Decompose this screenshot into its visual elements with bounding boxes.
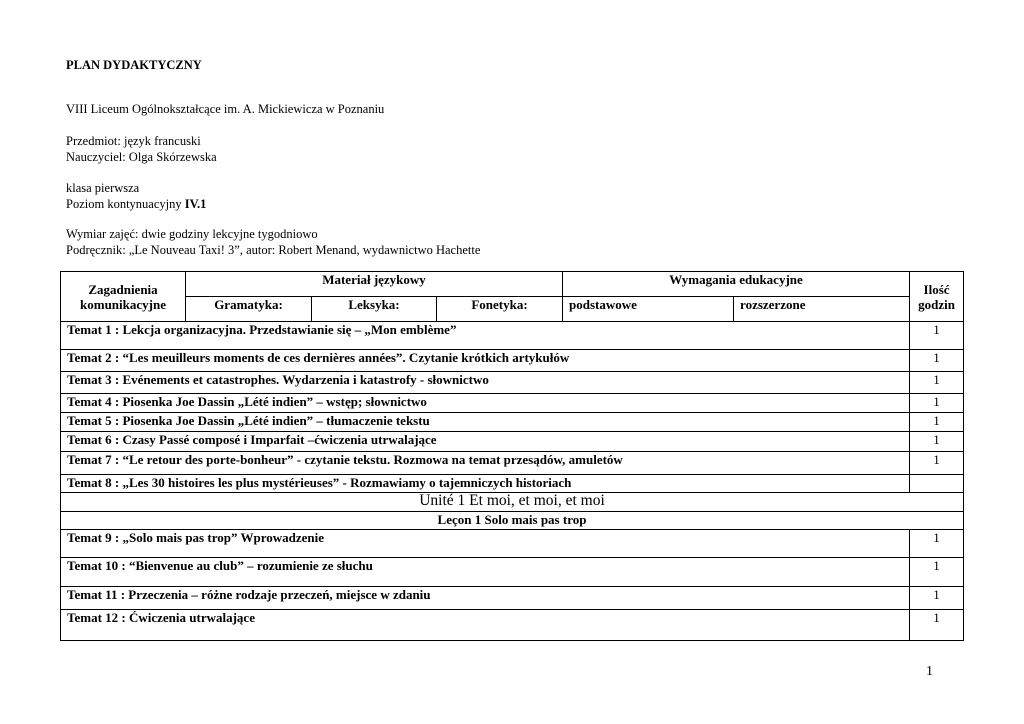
table-row (61, 558, 964, 587)
topic-cell: Temat 3 : Evénements et catastrophes. Wydarzenia i katastrofy - słownictwo (61, 372, 910, 394)
table-row (61, 610, 964, 641)
textbook-line: Podręcznik: „Le Nouveau Taxi! 3”, autor: Robert Menand, wydawnictwo Hachette (66, 243, 481, 257)
hours-cell: 1 (910, 452, 964, 475)
table-row (61, 413, 964, 432)
hours-cell: 1 (910, 587, 964, 610)
page-number: 1 (926, 664, 933, 679)
table-row (61, 587, 964, 610)
topic-cell: Temat 6 : Czasy Passé composé i Imparfait –ćwiczenia utrwalające (61, 432, 910, 452)
table-row (61, 350, 964, 372)
hours-cell: 1 (910, 322, 964, 350)
topic-cell: Temat 9 : „Solo mais pas trop” Wprowadzenie (61, 530, 910, 558)
header-topics: Zagadnienia komunikacyjne (61, 272, 186, 322)
hours-cell: 1 (910, 558, 964, 587)
header-hours: Ilość godzin (910, 272, 964, 322)
topic-cell: Temat 8 : „Les 30 histoires les plus mystérieuses” - Rozmawiamy o tajemniczych historiach (61, 475, 910, 493)
subject-line: Przedmiot: język francuski (66, 134, 201, 148)
level-line (66, 196, 206, 212)
topic-cell: Temat 12 : Ćwiczenia utrwalające (61, 610, 910, 641)
topic-cell: Temat 11 : Przeczenia – różne rodzaje przeczeń, miejsce w zdaniu (61, 587, 910, 610)
table-row (61, 475, 964, 493)
table-subheader-row (61, 297, 964, 322)
topic-cell: Temat 10 : “Bienvenue au club” – rozumienie ze słuchu (61, 558, 910, 587)
table-row (61, 372, 964, 394)
topic-cell: Temat 4 : Piosenka Joe Dassin „Lété indien” – wstęp; słownictwo (61, 394, 910, 413)
document-title: PLAN DYDAKTYCZNY (66, 58, 202, 72)
unit-title: Unité 1 Et moi, et moi, et moi (61, 493, 964, 512)
hours-cell: 1 (910, 350, 964, 372)
topic-cell: Temat 2 : “Les meuilleurs moments de ces dernières années”. Czytanie krótkich artykułów (61, 350, 910, 372)
subheader-extended: rozszerzone (734, 297, 910, 322)
unit-row (61, 493, 964, 512)
header-requirements: Wymagania edukacyjne (563, 272, 910, 297)
topic-cell: Temat 1 : Lekcja organizacyjna. Przedstawianie się – „Mon emblème” (61, 322, 910, 350)
hours-cell (910, 475, 964, 493)
table-header-row (61, 272, 964, 297)
table-row (61, 432, 964, 452)
subheader-grammar: Gramatyka: (186, 297, 312, 322)
hours-cell: 1 (910, 372, 964, 394)
hours-line: Wymiar zajęć: dwie godziny lekcyjne tygodniowo (66, 227, 318, 241)
topic-cell: Temat 7 : “Le retour des porte-bonheur” - czytanie tekstu. Rozmowa na temat przesądów, amuletów (61, 452, 910, 475)
subheader-phonetics: Fonetyka: (437, 297, 563, 322)
table-row (61, 530, 964, 558)
table-row (61, 452, 964, 475)
hours-cell: 1 (910, 394, 964, 413)
subheader-basic: podstawowe (563, 297, 734, 322)
topic-cell: Temat 5 : Piosenka Joe Dassin „Lété indien” – tłumaczenie tekstu (61, 413, 910, 432)
table-row (61, 322, 964, 350)
level-value: IV.1 (184, 197, 207, 211)
level-prefix: Poziom kontynuacyjny (66, 197, 185, 211)
header-material: Materiał językowy (186, 272, 563, 297)
hours-cell: 1 (910, 413, 964, 432)
hours-cell: 1 (910, 432, 964, 452)
school-name: VIII Liceum Ogólnokształcące im. A. Mickiewicza w Poznaniu (66, 102, 385, 116)
hours-cell: 1 (910, 530, 964, 558)
table-row (61, 394, 964, 413)
subheader-vocab: Leksyka: (312, 297, 437, 322)
plan-table (60, 271, 964, 641)
hours-cell: 1 (910, 610, 964, 641)
lesson-row (61, 512, 964, 530)
teacher-line: Nauczyciel: Olga Skórzewska (66, 150, 217, 164)
lesson-title: Leçon 1 Solo mais pas trop (61, 512, 964, 530)
class-line: klasa pierwsza (66, 181, 140, 195)
